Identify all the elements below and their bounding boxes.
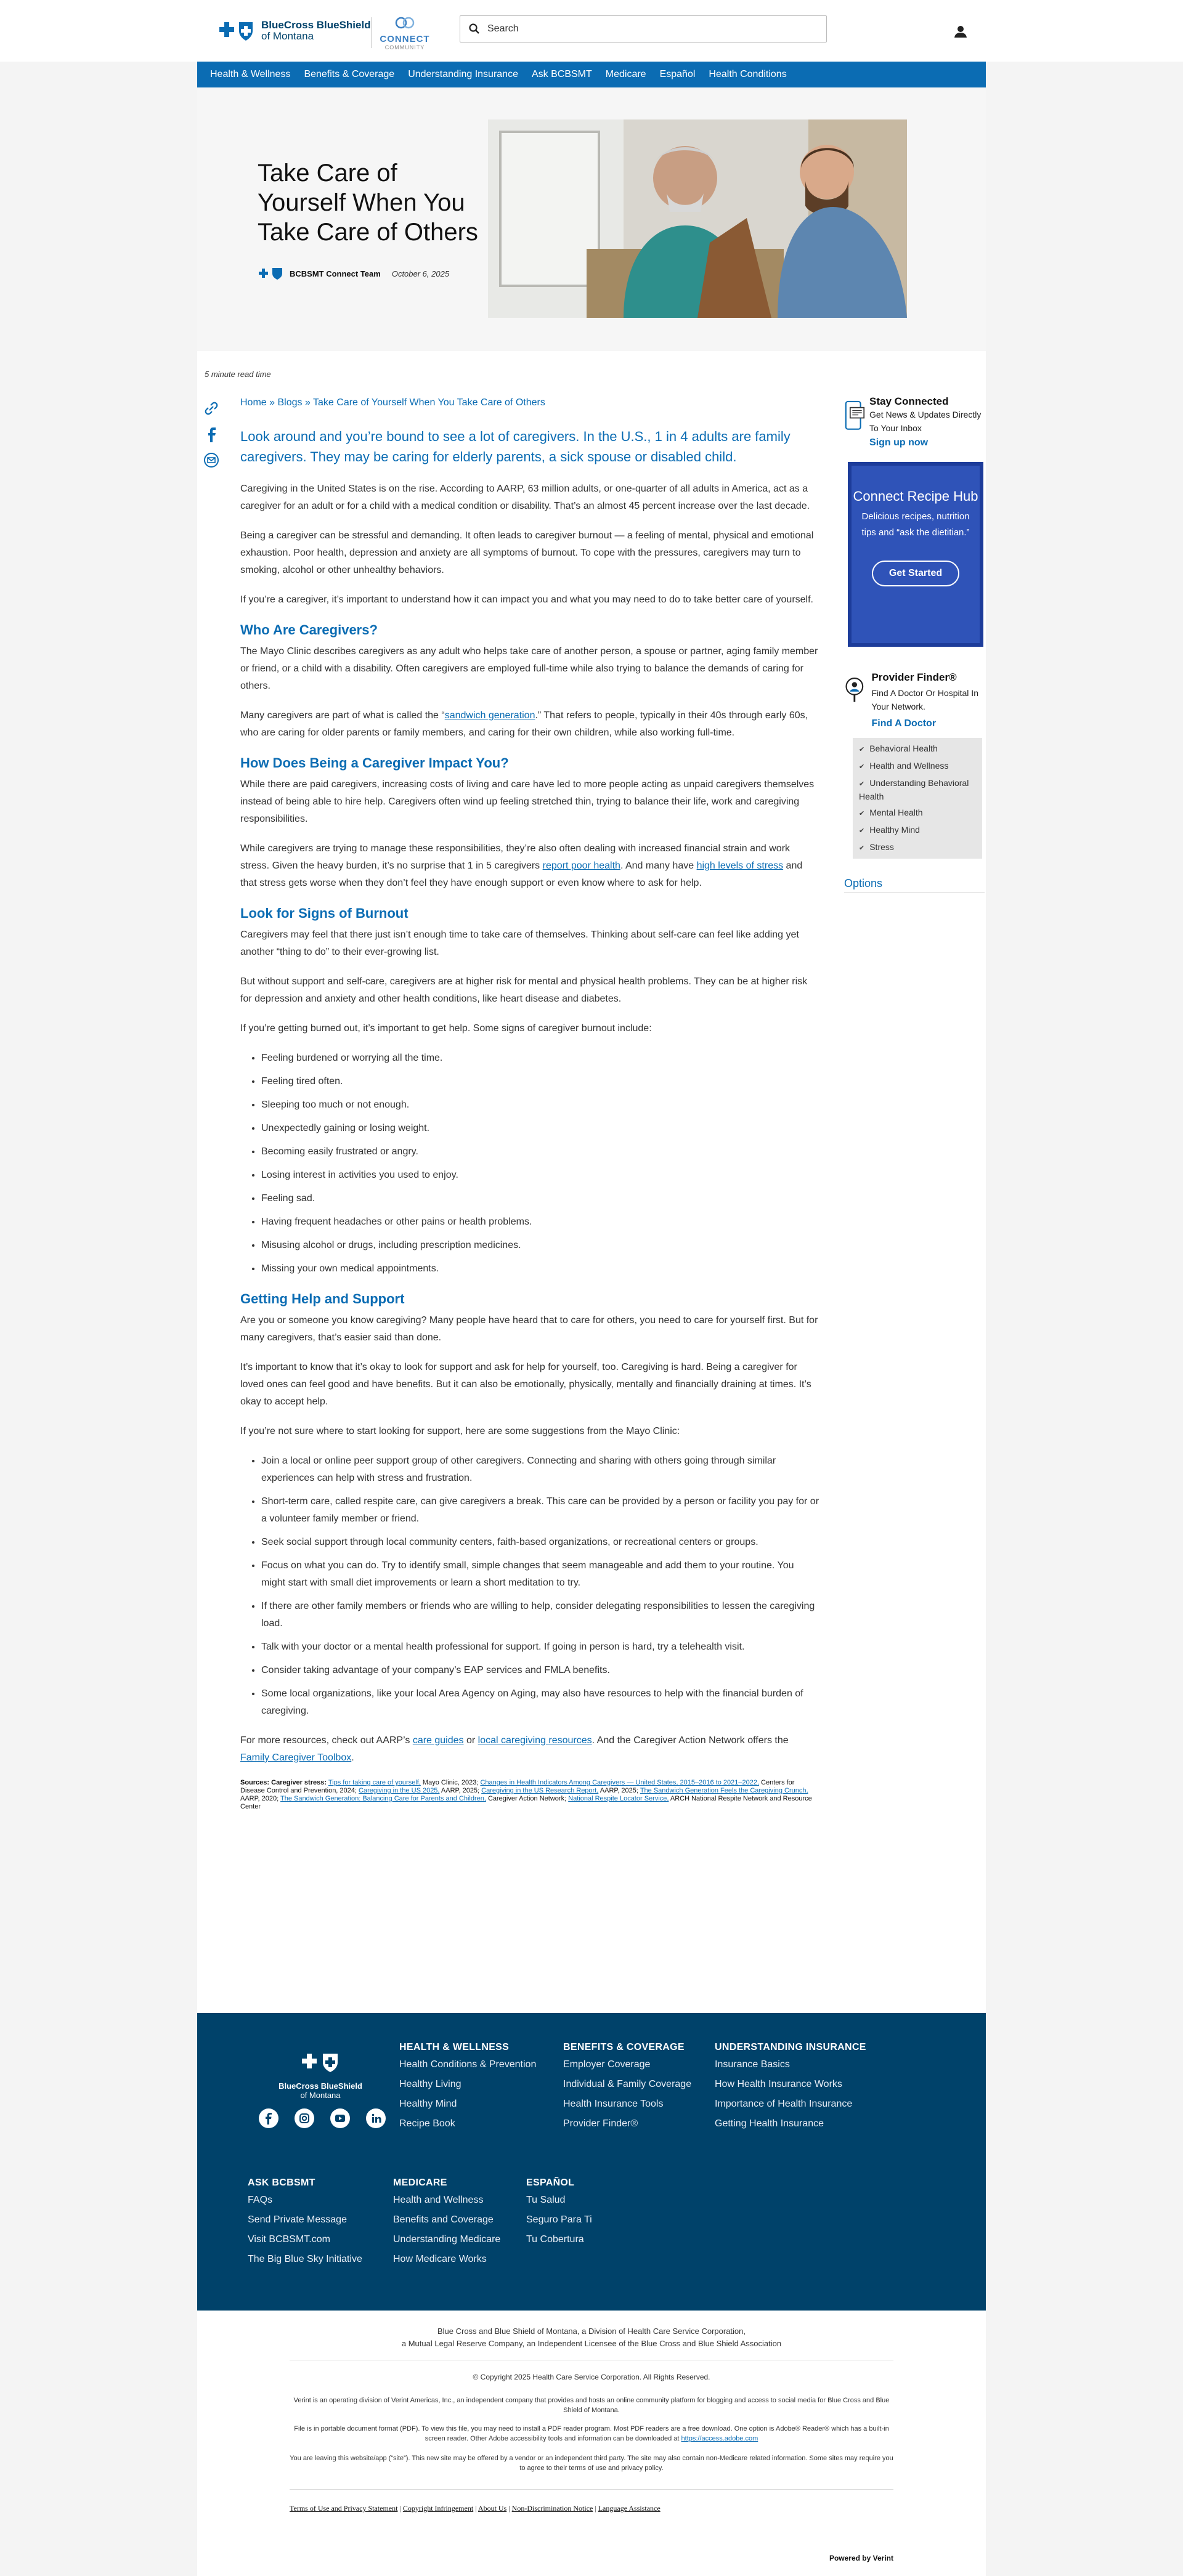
terms-privacy-link[interactable]: Terms of Use and Privacy Statement	[290, 2504, 398, 2513]
language-assistance-link[interactable]: Language Assistance	[598, 2504, 661, 2513]
category-tag[interactable]: ✔ Stress	[853, 839, 982, 856]
section-heading-who: Who Are Caregivers?	[240, 622, 378, 638]
footer-col-title: MEDICARE	[393, 2177, 447, 2188]
nav-medicare[interactable]: Medicare	[605, 69, 646, 79]
find-a-doctor-link[interactable]: Find A Doctor	[871, 718, 937, 729]
list-item: • Consider taking advantage of your company’s EAP services and FMLA benefits.	[261, 1662, 819, 1679]
footer-link[interactable]: Visit BCBSMT.com	[248, 2234, 330, 2245]
high-levels-of-stress-link[interactable]: high levels of stress	[696, 861, 784, 871]
breadcrumb-separator: »	[302, 397, 314, 408]
page-content	[197, 87, 986, 2013]
section-heading-help: Getting Help and Support	[240, 1291, 405, 1306]
text: .” That refers to people, typically in their 40s through early 60s, who are caring for older parents or family members, and caring for their own children, while also working full-time.	[240, 710, 808, 738]
verint-disclosure: Verint is an operating division of Verint Americas, Inc., an independent company that provides and hosts an online community platform for blogging and access to social media for Blue Cross and Blue Shield of Montana.	[293, 2397, 890, 2414]
about-us-link[interactable]: About Us	[478, 2504, 507, 2513]
facebook-share-icon[interactable]	[203, 426, 219, 442]
nav-benefits-coverage[interactable]: Benefits & Coverage	[304, 69, 395, 79]
instagram-icon[interactable]	[295, 2108, 314, 2128]
non-discrimination-link[interactable]: Non-Discrimination Notice	[511, 2504, 593, 2513]
footer-cross-shield-icon	[296, 2050, 345, 2075]
paragraph	[240, 1732, 819, 1767]
paragraph: Are you or someone you know caregiving? Many people have heard that to care for others, you need to care for yourself first. But for many caregivers, that’s easier said than done.	[240, 1315, 818, 1343]
source-text: Mayo Clinic, 2023;	[420, 1779, 479, 1786]
list-item: • Join a local or online peer support group of other caregivers. Connecting and sharing with others going through similar experiences can help with stress and frustration.	[261, 1452, 819, 1487]
list-item: • Sleeping too much or not enough.	[261, 1096, 819, 1114]
nav-understanding-insurance[interactable]: Understanding Insurance	[408, 69, 518, 79]
list-item: • Talk with your doctor or a mental health professional for support. If going in person is hard, try a telehealth visit.	[261, 1638, 819, 1656]
breadcrumb-current[interactable]: Take Care of Yourself When You Take Care of Others	[313, 397, 545, 408]
copyright-text: © Copyright 2025 Health Care Service Corporation. All Rights Reserved.	[473, 2373, 710, 2381]
options-link[interactable]: Options	[844, 877, 985, 893]
source-link[interactable]: Caregiving in the US Research Report,	[481, 1787, 599, 1794]
caregivers-photo-illustration	[488, 119, 907, 318]
sources	[240, 1779, 819, 1811]
search-input[interactable]: Search	[487, 23, 519, 34]
footer-link[interactable]: Employer Coverage	[563, 2059, 651, 2070]
search-box[interactable]	[460, 15, 827, 43]
sandwich-generation-link[interactable]: sandwich generation	[444, 710, 535, 721]
list-item: • Seek social support through local community centers, faith-based organizations, or recreational centers or groups.	[261, 1534, 819, 1551]
cross-shield-icon	[217, 18, 256, 43]
footer-logo[interactable]	[274, 2050, 367, 2100]
source-link[interactable]: Changes in Health Indicators Among Caregivers — United States, 2015–2016 to 2021–2022,	[480, 1779, 759, 1786]
footer-col-title: UNDERSTANDING INSURANCE	[715, 2042, 866, 2052]
pdf-disclosure	[290, 2424, 893, 2444]
footer-link[interactable]: Tu Cobertura	[526, 2234, 584, 2245]
breadcrumb	[240, 394, 819, 411]
care-guides-link[interactable]: care guides	[412, 1735, 464, 1746]
footer-col-title: ESPAÑOL	[526, 2177, 575, 2188]
text: While caregivers are trying to manage these responsibilities, they’re also often dealing with increased financial strain and work stress. Given the heavy burden, it’s no surprise that 1 in 5 caregivers	[240, 843, 791, 871]
connect-wordmark: CONNECT	[380, 34, 430, 44]
category-tag[interactable]: ✔ Understanding Behavioral Health	[853, 775, 982, 804]
list-item: • If there are other family members or friends who are willing to help, consider delegating responsibilities to lessen the caregiving load.	[261, 1598, 819, 1632]
list-item: • Missing your own medical appointments.	[261, 1260, 819, 1278]
breadcrumb-separator: »	[266, 397, 278, 408]
local-caregiving-resources-link[interactable]: local caregiving resources	[478, 1735, 592, 1746]
content-grid	[197, 394, 986, 2013]
sources-label: Sources: Caregiver stress:	[240, 1779, 327, 1786]
paragraph: While there are paid caregivers, increasing costs of living and care have led to more people acting as unpaid caregivers themselves instead of being able to hire help. Caregivers often wind up feeling stretched thin, trying to balance their life, work and caregiving responsibilities.	[240, 779, 815, 824]
youtube-icon[interactable]	[330, 2108, 350, 2128]
connect-rings-icon	[392, 16, 417, 30]
paragraph: Being a caregiver can be stressful and demanding. It often leads to caregiver burnout — a feeling of mental, physical and emotional exhaustion. Poor health, depression and anxiety are all symptoms of burnout. To cope with the pressures, caregivers may turn to smoking, alcohol or other unhealthy behaviors.	[240, 530, 814, 575]
brand-region: of Montana	[261, 30, 314, 42]
footer-link[interactable]: Tu Salud	[526, 2195, 566, 2205]
legal-line: Blue Cross and Blue Shield of Montana, a Division of Health Care Service Corporation,	[437, 2327, 746, 2336]
source-link[interactable]: The Sandwich Generation Feels the Caregiving Crunch,	[640, 1787, 808, 1794]
connect-logo[interactable]	[377, 16, 433, 51]
footer-link[interactable]: How Medicare Works	[393, 2254, 487, 2264]
footer-brand-name: BlueCross BlueShield	[278, 2081, 362, 2091]
source-link[interactable]: National Respite Locator Service,	[568, 1795, 669, 1802]
search-icon	[469, 23, 480, 34]
get-started-button[interactable]: Get Started	[872, 561, 959, 586]
category-tag[interactable]: ✔ Health and Wellness	[853, 758, 982, 775]
list-item: • Feeling sad.	[261, 1190, 819, 1207]
source-text: AARP, 2025;	[598, 1787, 638, 1794]
category-tag[interactable]: ✔ Behavioral Health	[853, 740, 982, 758]
source-text: AARP, 2020;	[240, 1795, 279, 1802]
author-logo-icon	[258, 266, 285, 281]
list-item: • Focus on what you can do. Try to identify small, simple changes that seem manageable and add them to your routine. You might start with small diet improvements or learn a short meditation to try.	[261, 1557, 819, 1592]
footer-link[interactable]: Healthy Mind	[399, 2099, 457, 2109]
burnout-signs-list	[240, 1050, 819, 1278]
source-link[interactable]: Caregiving in the US 2025,	[359, 1787, 440, 1794]
source-text: ARCH National Respite Network and Resource Center	[240, 1795, 812, 1810]
footer-col-understanding-insurance	[715, 2042, 866, 2138]
facebook-icon[interactable]	[259, 2108, 278, 2128]
text: .	[351, 1752, 354, 1763]
linkedin-icon[interactable]	[366, 2108, 386, 2128]
share-bar	[203, 400, 222, 478]
provider-finder	[844, 671, 986, 729]
site-footer	[197, 2013, 986, 2311]
footer-link[interactable]: Provider Finder®	[563, 2118, 638, 2129]
list-item: • Losing interest in activities you used to enjoy.	[261, 1167, 819, 1184]
paragraph: It’s important to know that it’s okay to look for support and ask for help for yourself, too. Caregiving is hard. Being a caregiver for loved ones can feel good and have benefits. But it can also be emotionally, physically, mentally and financially draining at times. It’s okay to accept help.	[240, 1362, 811, 1407]
footer-col-title: ASK BCBSMT	[248, 2177, 315, 2188]
footer-link[interactable]: Getting Health Insurance	[715, 2118, 824, 2129]
powered-by: Powered by Verint	[829, 2554, 893, 2562]
paragraph	[240, 707, 819, 742]
copyright-infringement-link[interactable]: Copyright Infringement	[402, 2504, 474, 2513]
footer-link[interactable]: Individual & Family Coverage	[563, 2079, 692, 2089]
brand-name: BlueCross BlueShield	[261, 19, 371, 31]
breadcrumb-blogs[interactable]: Blogs	[277, 397, 303, 408]
social-links	[259, 2108, 402, 2128]
footer-col-title: BENEFITS & COVERAGE	[563, 2042, 685, 2052]
list-item: • Feeling tired often.	[261, 1073, 819, 1090]
footer-col-title: HEALTH & WELLNESS	[399, 2042, 510, 2052]
footer-col-benefits-coverage	[563, 2042, 691, 2138]
footer-link[interactable]: Health Conditions & Prevention	[399, 2059, 537, 2070]
signup-link[interactable]: Sign up now	[869, 437, 929, 448]
text: Many caregivers are part of what is called the “	[240, 710, 445, 721]
site-header	[0, 0, 1183, 62]
stay-connected-text: Get News & Updates Directly To Your Inbox	[869, 410, 982, 433]
footer-link[interactable]: How Health Insurance Works	[715, 2079, 842, 2089]
paragraph: If you’re a caregiver, it’s important to understand how it can impact you and what you may need to do to take better care of yourself.	[240, 594, 813, 605]
newsletter-phone-icon	[844, 394, 866, 437]
list-item: • Misusing alcohol or drugs, including prescription medicines.	[261, 1237, 819, 1254]
adobe-accessibility-link[interactable]: https://access.adobe.com	[681, 2435, 758, 2442]
footer-link[interactable]: Insurance Basics	[715, 2059, 790, 2070]
footer-col-espanol	[526, 2177, 592, 2254]
leaving-site-disclosure: You are leaving this website/app (“site”). This new site may be offered by a vendor or an independent third party. The site may also contain non-Medicare related information. Some sites may require you to agree to their terms of use and privacy policy.	[290, 2455, 893, 2472]
text: For more resources, check out AARP’s	[240, 1735, 413, 1746]
read-time: 5 minute read time	[205, 370, 271, 379]
footer-link[interactable]: Understanding Medicare	[393, 2234, 501, 2245]
paragraph: Caregivers may feel that there just isn’t enough time to take care of themselves. Thinking about self-care can feel like adding yet another “thing to do” to their ever-growing list.	[240, 930, 799, 957]
list-item: • Feeling burdened or worrying all the time.	[261, 1050, 819, 1067]
report-poor-health-link[interactable]: report poor health	[542, 861, 620, 871]
page-title: Take Care of Yourself When You Take Care of Others	[258, 160, 478, 246]
source-text: Centers for Disease Control and Prevention, 2024;	[240, 1779, 795, 1794]
footer-link[interactable]: Importance of Health Insurance	[715, 2099, 853, 2109]
paragraph: If you’re not sure where to start looking for support, here are some suggestions from the Mayo Clinic:	[240, 1426, 680, 1436]
footer-link[interactable]: Health Insurance Tools	[563, 2099, 664, 2109]
main-nav	[197, 62, 986, 87]
email-share-icon[interactable]	[203, 452, 219, 468]
provider-finder-icon	[844, 671, 866, 708]
legal-divider	[290, 2489, 893, 2490]
legal-section	[197, 2311, 986, 2576]
text: . And the Caregiver Action Network offers the	[592, 1735, 789, 1746]
list-item: • Becoming easily frustrated or angry.	[261, 1143, 819, 1160]
article-lede: Look around and you’re bound to see a lot of caregivers. In the U.S., 1 in 4 adults are family caregivers. They may be caring for elderly parents, a sick spouse or disabled child.	[240, 429, 791, 464]
stay-connected-title: Stay Connected	[869, 395, 949, 407]
text: . And many have	[620, 861, 697, 871]
list-item: • Having frequent headaches or other pains or health problems.	[261, 1213, 819, 1231]
footer-link[interactable]: Benefits and Coverage	[393, 2214, 494, 2225]
category-tags	[853, 738, 982, 859]
footer-link[interactable]: Seguro Para Ti	[526, 2214, 592, 2225]
footer-link[interactable]: The Big Blue Sky Initiative	[248, 2254, 362, 2264]
source-link[interactable]: Tips for taking care of yourself,	[328, 1779, 421, 1786]
support-tips-list	[240, 1452, 819, 1720]
list-item: • Unexpectedly gaining or losing weight.	[261, 1120, 819, 1137]
nav-espanol[interactable]: Español	[659, 69, 696, 79]
family-caregiver-toolbox-link[interactable]: Family Caregiver Toolbox	[240, 1752, 352, 1763]
legal-line: a Mutual Legal Reserve Company, an Independent Licensee of the Blue Cross and Blue Shield Association	[401, 2339, 782, 2348]
section-heading-burnout: Look for Signs of Burnout	[240, 905, 409, 921]
footer-link[interactable]: Health and Wellness	[393, 2195, 484, 2205]
paragraph: The Mayo Clinic describes caregivers as any adult who helps take care of another person, a spouse or partner, aging family member or friend, or a child with a disability. Often caregivers are employed full-time while also trying to balance the demands of caring for others.	[240, 646, 818, 691]
provider-finder-text: Find A Doctor Or Hospital In Your Network.	[871, 688, 978, 711]
category-tag[interactable]: ✔ Mental Health	[853, 804, 982, 822]
bcbsmt-logo[interactable]	[217, 18, 371, 43]
text: or	[463, 1735, 478, 1746]
publish-date: October 6, 2025	[391, 269, 450, 278]
paragraph	[240, 840, 819, 892]
category-tag[interactable]: ✔ Healthy Mind	[853, 822, 982, 839]
source-text: Caregiver Action Network;	[486, 1795, 567, 1802]
recipe-hub-promo	[848, 462, 983, 647]
right-rail	[844, 394, 986, 893]
breadcrumb-home[interactable]: Home	[240, 397, 267, 408]
footer-link[interactable]: Send Private Message	[248, 2214, 347, 2225]
nav-health-wellness[interactable]: Health & Wellness	[210, 69, 291, 79]
footer-col-health-wellness	[399, 2042, 536, 2138]
text: File is in portable document format (PDF). To view this file, you may need to install a PDF reader program. Most PDF readers are a free download. One option is Adobe® Reader® which has a built-in screen reader. Other Adobe accessibility tools and information can be downloaded at	[294, 2425, 889, 2442]
legal-links: Terms of Use and Privacy Statement | Copyright Infringement | About Us | Non-Discrimination Notice | Language Assistance	[290, 2504, 661, 2513]
footer-brand-region: of Montana	[300, 2091, 341, 2100]
footer-col-medicare	[393, 2177, 500, 2274]
list-item: • Short-term care, called respite care, can give caregivers a break. This care can be provided by a person or facility you pay for or a volunteer family member or friend.	[261, 1493, 819, 1528]
section-heading-impact: How Does Being a Caregiver Impact You?	[240, 755, 509, 771]
promo-title: Connect Recipe Hub	[853, 488, 978, 504]
user-icon[interactable]	[954, 25, 967, 38]
paragraph: Caregiving in the United States is on the rise. According to AARP, 63 million adults, or one-quarter of all adults in America, act as a caregiver for an adult or for a child with a medical condition or disability. That’s an almost 45 percent increase over the last decade.	[240, 484, 810, 511]
paragraph: But without support and self-care, caregivers are at higher risk for mental and physical health problems. They can be at higher risk for depression and anxiety and other health conditions, like heart disease and diabetes.	[240, 976, 808, 1004]
nav-ask-bcbsmt[interactable]: Ask BCBSMT	[531, 69, 592, 79]
byline	[258, 266, 449, 281]
article-body	[240, 394, 819, 1811]
author-name[interactable]: BCBSMT Connect Team	[290, 269, 381, 278]
promo-text: Delicious recipes, nutrition tips and “ask the dietitian.”	[861, 511, 970, 538]
community-wordmark: COMMUNITY	[384, 44, 425, 51]
text: and that stress gets worse when they don’t feel they have enough support or even know where to ask for help.	[240, 861, 803, 888]
article-hero	[197, 87, 986, 351]
hero-image	[488, 119, 907, 318]
footer-link[interactable]: Recipe Book	[399, 2118, 455, 2129]
stay-connected	[844, 394, 986, 448]
footer-link[interactable]: FAQs	[248, 2195, 273, 2205]
footer-col-ask-bcbsmt	[248, 2177, 362, 2274]
list-item: • Some local organizations, like your local Area Agency on Aging, may also have resources to help with the financial burden of caregiving.	[261, 1685, 819, 1720]
footer-link[interactable]: Healthy Living	[399, 2079, 461, 2089]
copy-link-icon[interactable]	[203, 400, 219, 416]
logo-divider	[371, 17, 372, 48]
provider-finder-title: Provider Finder®	[871, 671, 957, 683]
source-link[interactable]: The Sandwich Generation: Balancing Care for Parents and Children,	[280, 1795, 486, 1802]
paragraph: If you’re getting burned out, it’s important to get help. Some signs of caregiver burnout include:	[240, 1023, 652, 1034]
nav-health-conditions[interactable]: Health Conditions	[709, 69, 787, 79]
source-text: AARP, 2025;	[439, 1787, 480, 1794]
